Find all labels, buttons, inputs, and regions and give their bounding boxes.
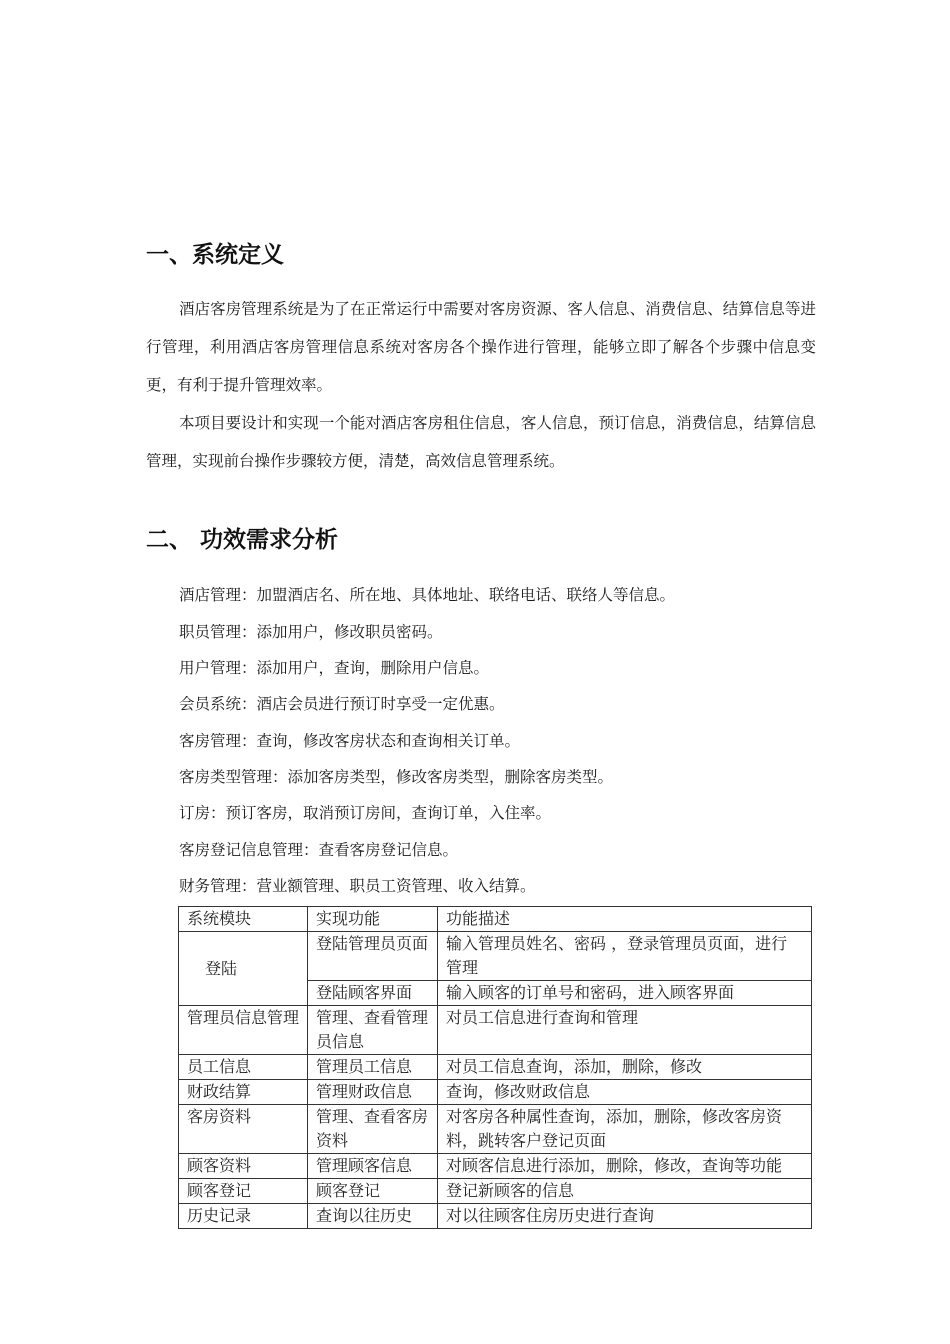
module-cell: 员工信息 bbox=[179, 1055, 308, 1080]
section1-body bbox=[146, 290, 816, 480]
requirement-item: 订房：预订客房，取消预订房间，查询订单，入住率。 bbox=[179, 804, 552, 822]
header-cell: 功能描述 bbox=[438, 907, 812, 932]
module-cell: 历史记录 bbox=[179, 1204, 308, 1229]
function-cell: 管理员工信息 bbox=[308, 1055, 438, 1080]
description-cell: 输入管理员姓名、密码 ，登录管理员页面，进行管理 bbox=[438, 932, 812, 981]
section2-heading: 二、 功效需求分析 bbox=[146, 527, 339, 553]
table-row bbox=[179, 1055, 812, 1080]
function-cell: 管理、查看管理员信息 bbox=[308, 1006, 438, 1055]
requirement-item: 会员系统：酒店会员进行预订时享受一定优惠。 bbox=[179, 695, 505, 713]
function-cell: 管理顾客信息 bbox=[308, 1154, 438, 1179]
table-row bbox=[179, 1204, 812, 1229]
module-cell: 客房资料 bbox=[179, 1105, 308, 1154]
table-header-row bbox=[179, 907, 812, 932]
function-cell: 登陆顾客界面 bbox=[308, 981, 438, 1006]
requirement-item: 客房类型管理：添加客房类型，修改客房类型，删除客房类型。 bbox=[179, 768, 614, 786]
function-cell: 顾客登记 bbox=[308, 1179, 438, 1204]
description-cell: 对以往顾客住房历史进行查询 bbox=[438, 1204, 812, 1229]
requirement-item: 财务管理：营业额管理、职员工资管理、收入结算。 bbox=[179, 877, 536, 895]
table-row bbox=[179, 1006, 812, 1055]
module-cell: 登陆 bbox=[179, 932, 308, 1006]
section1-heading: 一、系统定义 bbox=[146, 242, 284, 268]
module-cell: 财政结算 bbox=[179, 1080, 308, 1105]
requirement-item: 酒店管理：加盟酒店名、所在地、具体地址、联络电话、联络人等信息。 bbox=[179, 586, 676, 604]
paragraph: 酒店客房管理系统是为了在正常运行中需要对客房资源、客人信息、消费信息、结算信息等进行管理，利用酒店客房管理信息系统对客房各个操作进行管理，能够立即了解各个步骤中信息变更，有利于提升管理效率。 bbox=[146, 300, 816, 394]
paragraph: 本项目要设计和实现一个能对酒店客房租住信息，客人信息，预订信息，消费信息，结算信息管理，实现前台操作步骤较方便，清楚，高效信息管理系统。 bbox=[146, 414, 816, 470]
module-cell: 顾客登记 bbox=[179, 1179, 308, 1204]
requirement-item: 客房管理：查询，修改客房状态和查询相关订单。 bbox=[179, 732, 521, 750]
description-cell: 登记新顾客的信息 bbox=[438, 1179, 812, 1204]
function-cell: 登陆管理员页面 bbox=[308, 932, 438, 981]
description-cell: 对员工信息查询，添加，删除，修改 bbox=[438, 1055, 812, 1080]
requirement-item: 客房登记信息管理：查看客房登记信息。 bbox=[179, 841, 459, 859]
module-table bbox=[178, 906, 812, 1229]
header-cell: 系统模块 bbox=[179, 907, 308, 932]
header-cell: 实现功能 bbox=[308, 907, 438, 932]
table-row bbox=[179, 1154, 812, 1179]
function-cell: 管理财政信息 bbox=[308, 1080, 438, 1105]
requirement-item: 用户管理：添加用户，查询，删除用户信息。 bbox=[179, 659, 490, 677]
table-row bbox=[179, 1105, 812, 1154]
requirement-item: 职员管理：添加用户，修改职员密码。 bbox=[179, 623, 443, 641]
table-row bbox=[179, 932, 812, 981]
description-cell: 查询，修改财政信息 bbox=[438, 1080, 812, 1105]
module-cell: 管理员信息管理 bbox=[179, 1006, 308, 1055]
description-cell: 对员工信息进行查询和管理 bbox=[438, 1006, 812, 1055]
function-cell: 管理、查看客房资料 bbox=[308, 1105, 438, 1154]
description-cell: 对顾客信息进行添加，删除，修改，查询等功能 bbox=[438, 1154, 812, 1179]
table-row bbox=[179, 1080, 812, 1105]
function-cell: 查询以往历史 bbox=[308, 1204, 438, 1229]
table-row bbox=[179, 1179, 812, 1204]
description-cell: 对客房各种属性查询，添加，删除，修改客房资料，跳转客户登记页面 bbox=[438, 1105, 812, 1154]
description-cell: 输入顾客的订单号和密码，进入顾客界面 bbox=[438, 981, 812, 1006]
module-cell: 顾客资料 bbox=[179, 1154, 308, 1179]
